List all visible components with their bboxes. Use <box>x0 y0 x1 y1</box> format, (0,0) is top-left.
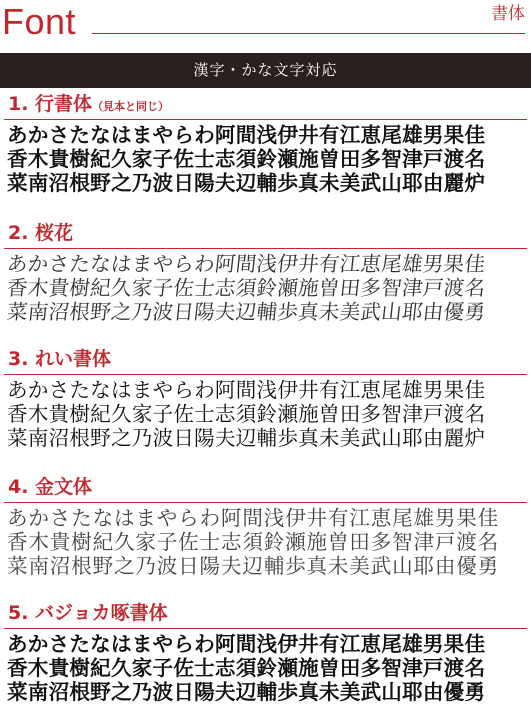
page-title: Font <box>2 1 77 42</box>
section-title-text: 4. 金文体 <box>8 476 93 498</box>
sample-line: あかさたなはまやらわ阿間浅伊井有江恵尾雄男果佳 <box>5 252 487 276</box>
sample-lines <box>0 629 531 704</box>
sample-line: 香木貴樹紀久家子佐士志須鈴瀬施曽田多智津戸渡名 <box>7 530 500 554</box>
section-title <box>0 474 531 500</box>
sample-line: 菜南沼根野之乃波日陽夫辺輔歩真未美武山耶由優勇 <box>7 554 500 578</box>
sample-line: 菜南沼根野之乃波日陽夫辺輔歩真未美武山耶由麗炉 <box>7 171 486 195</box>
sample-line: あかさたなはまやらわ阿間浅伊井有江恵尾雄男果佳 <box>7 123 486 147</box>
section-title-text: 3. れい書体 <box>8 348 112 370</box>
section-title <box>0 346 531 372</box>
sample-line: 菜南沼根野之乃波日陽夫辺輔歩真未美武山耶由麗炉 <box>7 426 486 450</box>
sample-lines <box>0 249 531 324</box>
font-section-kinbun <box>0 474 531 578</box>
header-right-label: 書体 <box>491 4 525 24</box>
banner-text: 漢字・かな文字対応 <box>193 61 338 79</box>
sample-lines <box>0 375 531 450</box>
section-title <box>0 220 531 246</box>
sample-line: 香木貴樹紀久家子佐士志須鈴瀬施曽田多智津戸渡名 <box>5 276 487 300</box>
sample-line: 香木貴樹紀久家子佐士志須鈴瀬施曽田多智津戸渡名 <box>7 147 486 171</box>
sample-line: あかさたなはまやらわ阿間浅伊井有江恵尾雄男果佳 <box>7 506 500 530</box>
font-section-reisho <box>0 346 531 450</box>
section-title-text: 5. バジョカ啄書体 <box>8 602 168 624</box>
sample-line: 香木貴樹紀久家子佐士志須鈴瀬施曽田多智津戸渡名 <box>7 656 486 680</box>
sample-lines <box>0 503 531 578</box>
sample-line: 香木貴樹紀久家子佐士志須鈴瀬施曽田多智津戸渡名 <box>7 402 486 426</box>
page-header <box>0 0 531 50</box>
section-note: （見本と同じ） <box>92 100 170 113</box>
section-title-text: 1. 行書体 <box>8 93 93 115</box>
support-banner <box>0 53 531 88</box>
header-divider <box>92 33 525 34</box>
sample-line: あかさたなはまやらわ阿間浅伊井有江恵尾雄男果佳 <box>7 378 486 402</box>
section-title <box>0 600 531 626</box>
section-title-text: 2. 桜花 <box>8 222 74 244</box>
font-section-ouka <box>0 220 531 324</box>
section-title <box>0 91 531 117</box>
sample-line: 菜南沼根野之乃波日陽夫辺輔歩真未美武山耶由優勇 <box>5 300 487 324</box>
font-section-tensho <box>0 600 531 704</box>
font-section-gyosho <box>0 91 531 195</box>
sample-line: あかさたなはまやらわ阿間浅伊井有江恵尾雄男果佳 <box>7 632 486 656</box>
sample-line: 菜南沼根野之乃波日陽夫辺輔歩真未美武山耶由優勇 <box>7 680 486 704</box>
sample-lines <box>0 120 531 195</box>
